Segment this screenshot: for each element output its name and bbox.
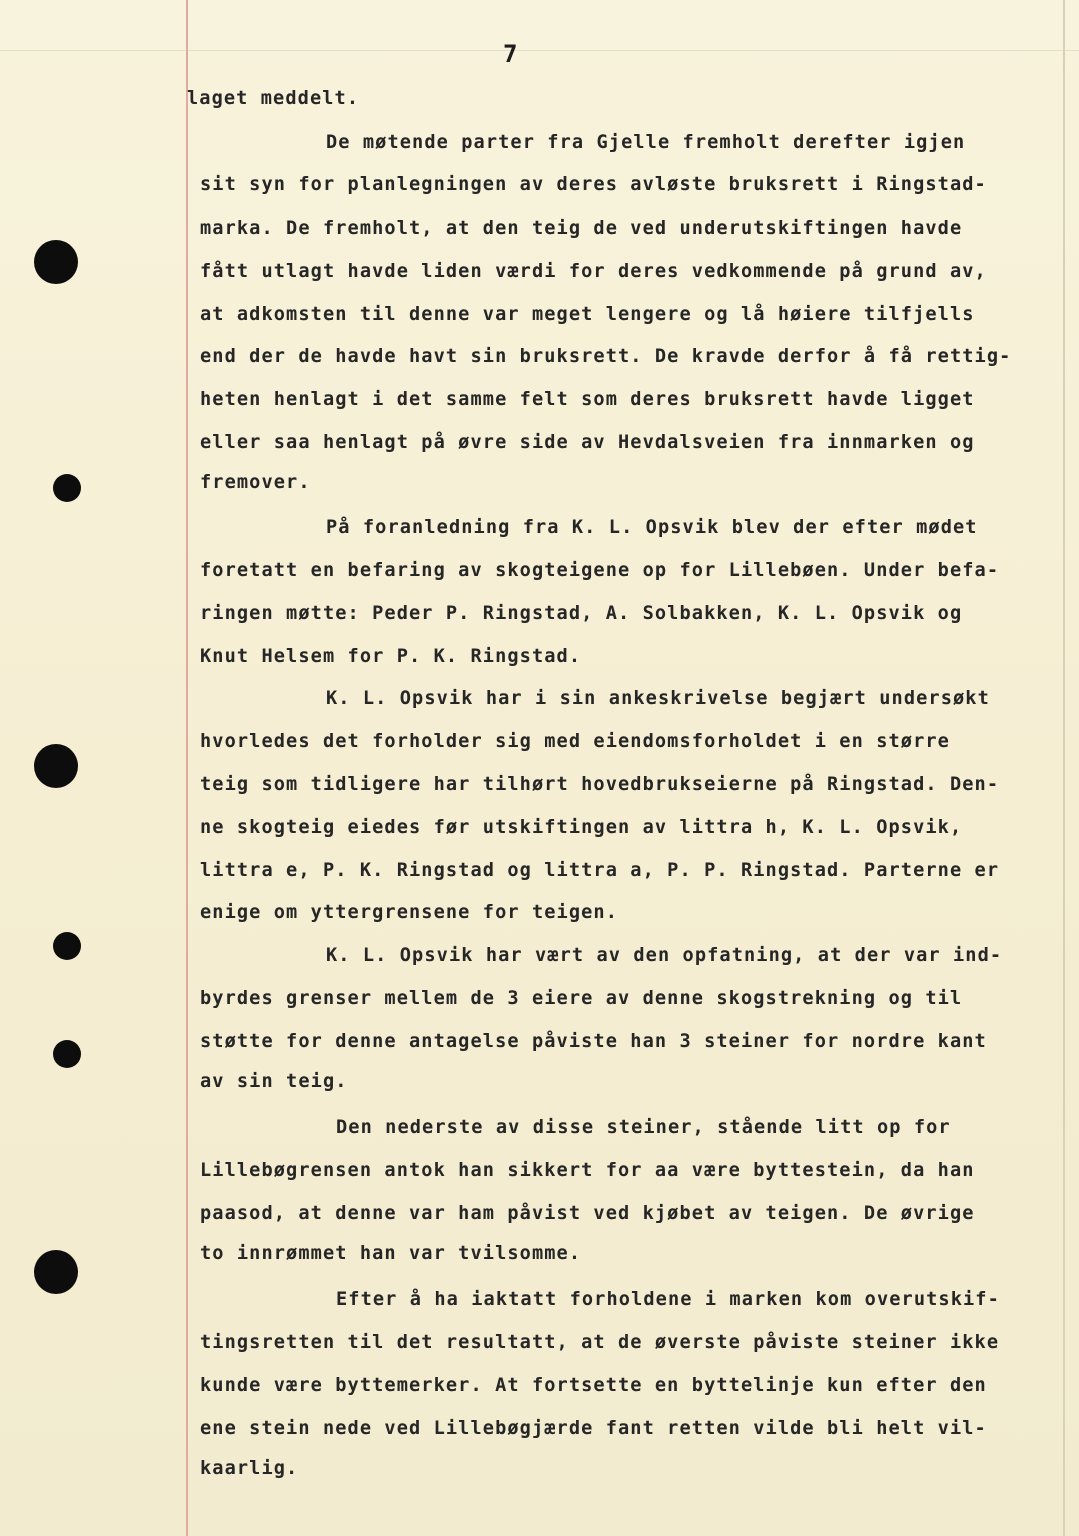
punch-hole [53,932,81,960]
text-line: Efter å ha iaktatt forholdene i marken kom overutskif- [336,1289,1000,1310]
text-line: byrdes grenser mellem de 3 eiere av denne skogstrekning og til [200,988,963,1009]
text-line: foretatt en befaring av skogteigene op for Lillebøen. Under befa- [200,560,1000,581]
text-line: enige om yttergrensene for teigen. [200,902,619,923]
text-line: kunde være byttemerker. At fortsette en byttelinje kun efter den [200,1375,987,1396]
punch-hole [53,1040,81,1068]
margin-line [186,0,188,1536]
text-line: paasod, at denne var ham påvist ved kjøbet av teigen. De øvrige [200,1203,975,1224]
text-line: K. L. Opsvik har vært av den opfatning, at der var ind- [326,945,1003,966]
text-line: sit syn for planlegningen av deres avløste bruksrett i Ringstad- [200,174,987,195]
text-line: kaarlig. [200,1458,299,1479]
punch-hole [34,744,78,788]
punch-hole [53,474,81,502]
text-line: hvorledes det forholder sig med eiendomsforholdet i en større [200,731,950,752]
text-line: at adkomsten til denne var meget lengere og lå høiere tilfjells [200,304,975,325]
text-line: fått utlagt havde liden værdi for deres vedkommende på grund av, [200,261,987,282]
text-line: heten henlagt i det samme felt som deres bruksrett havde ligget [200,389,975,410]
text-line: ne skogteig eiedes før utskiftingen av littra h, K. L. Opsvik, [200,817,963,838]
text-line: teig som tidligere har tilhørt hovedbrukseierne på Ringstad. Den- [200,774,1000,795]
text-line: eller saa henlagt på øvre side av Hevdalsveien fra innmarken og [200,432,975,453]
text-line: Lillebøgrensen antok han sikkert for aa være byttestein, da han [200,1160,975,1181]
punch-hole [34,240,78,284]
page-right-edge [1063,0,1065,1536]
punch-hole [34,1250,78,1294]
text-line: to innrømmet han var tvilsomme. [200,1243,582,1264]
text-line: ene stein nede ved Lillebøgjærde fant retten vilde bli helt vil- [200,1418,987,1439]
text-line: laget meddelt. [187,88,360,109]
text-line: De møtende parter fra Gjelle fremholt derefter igjen [326,132,966,153]
text-line: av sin teig. [200,1071,348,1092]
text-line: marka. De fremholt, at den teig de ved underutskiftingen havde [200,218,963,239]
text-line: tingsretten til det resultatt, at de øverste påviste steiner ikke [200,1332,1000,1353]
page-number: 7 [503,40,518,68]
page-top-edge [0,50,1079,51]
text-line: støtte for denne antagelse påviste han 3 steiner for nordre kant [200,1031,987,1052]
text-line: end der de havde havt sin bruksrett. De kravde derfor å få rettig- [200,346,1012,367]
text-line: K. L. Opsvik har i sin ankeskrivelse begjært undersøkt [326,688,990,709]
text-line: fremover. [200,472,311,493]
text-line: Den nederste av disse steiner, stående litt op for [336,1117,951,1138]
text-line: På foranledning fra K. L. Opsvik blev der efter mødet [326,517,978,538]
text-line: ringen møtte: Peder P. Ringstad, A. Solbakken, K. L. Opsvik og [200,603,963,624]
text-line: littra e, P. K. Ringstad og littra a, P. P. Ringstad. Parterne er [200,860,1000,881]
text-line: Knut Helsem for P. K. Ringstad. [200,646,582,667]
